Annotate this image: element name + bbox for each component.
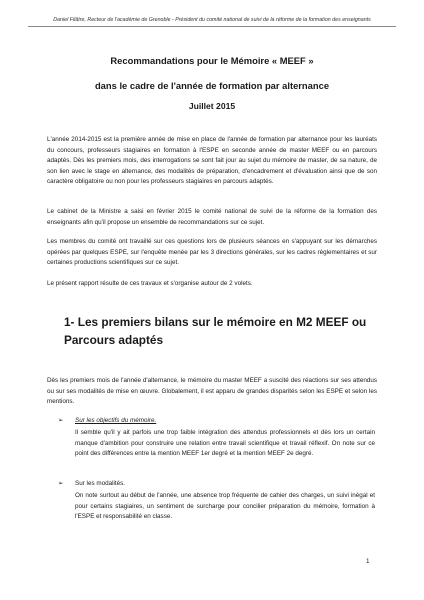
title-line-1: Recommandations pour le Mémoire « MEEF » <box>110 55 314 66</box>
title-date: Juillet 2015 <box>188 101 236 111</box>
intro-paragraph-4: Le présent rapport résulte de ces travaux et s'organise autour de 2 volets. <box>47 280 253 287</box>
intro-paragraph-3: Les membres du comité ont travaillé sur ces questions lors de plusieurs séances en s'appuyant sur les démarches opérées par quelques ESPE, sur l'enquête menée par les 3 directions générales, sur les cadres réglementaires et sur certaines productions scientifiques sur ce sujet. <box>47 238 377 267</box>
title-line-2: dans le cadre de l'année de formation par alternance <box>94 80 330 91</box>
bullet-arrow-icon: ➢ <box>58 480 64 487</box>
intro-paragraph-1: L'année 2014-2015 est la première année de mise en place de l'année de formation par alternance pour les lauréats du concours, professeurs stagiaires en formation à l'ESPE en seconde année de master MEEF ou en parcours adaptés. Dès les premiers mois, des interrogations se sont fait jour au sujet du mémoire de master, de sa nature, de son lien avec le stage en alternance, des modalités de préparation, d'encadrement et d'évaluation ainsi que de son caractère obligatoire ou non pour les professeurs stagiaires en parcours adaptés. <box>47 136 377 186</box>
bullet-2-heading: Sur les modalités. <box>75 480 126 487</box>
bullet-2-body: On note surtout au début de l'année, une absence trop fréquente de cahier des charges, un suivi inégal et pour certains stagiaires, un sentiment de surcharge pour concilier préparation du mémoire, formation à l'ESPE et responsabilité en classe. <box>75 492 375 521</box>
bullet-arrow-icon: ➢ <box>58 417 64 424</box>
header-rule <box>28 26 396 27</box>
intro-paragraph-2: Le cabinet de la Ministre a saisi en février 2015 le comité national de suivi de la réforme de la formation des enseignants afin qu'il propose un ensemble de recommandations sur ce sujet. <box>47 208 377 226</box>
running-head: Daniel Filâtre, Recteur de l'académie de Grenoble - Président du comité national de suivi de la réforme de la formation des enseignants <box>53 17 371 23</box>
page-number: 1 <box>366 558 370 565</box>
section-1-heading: 1- Les premiers bilans sur le mémoire en M2 MEEF ou Parcours adaptés <box>64 315 367 347</box>
bullet-1-heading: Sur les objectifs du mémoire. <box>75 417 157 424</box>
bullet-1-body: Il semble qu'il y ait parfois une trop faible intégration des attendus professionnels et dès lors un certain manque d'ambition pour construire une relation entre travail scientifique et travail réflexif. On note sur ce point des différences entre la mention MEEF 1er degré et la mention MEEF 2e degré. <box>75 429 375 458</box>
section-1-paragraph-1: Dès les premiers mois de l'année d'alternance, le mémoire du master MEEF a suscité des réactions sur ses attendus ou sur ses modalités de mise en œuvre. Globalement, il est apparu de grandes disparités selon les ESPE et selon les mentions. <box>47 377 377 406</box>
